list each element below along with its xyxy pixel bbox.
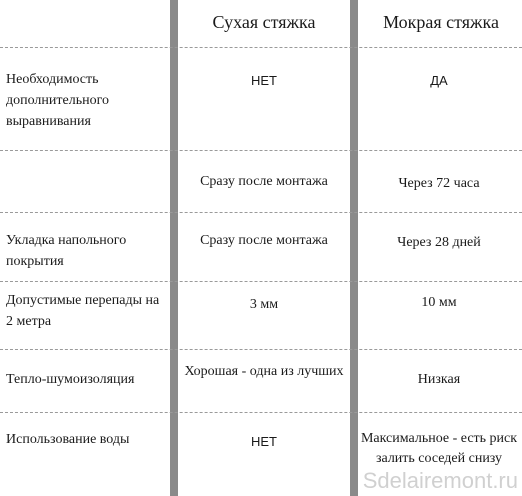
row-value-wet: Низкая <box>417 372 461 387</box>
row-divider <box>0 281 522 282</box>
row-divider <box>0 349 522 350</box>
row-divider <box>0 150 522 151</box>
row-value-dry: Хорошая - одна из лучших <box>184 364 344 379</box>
column-divider <box>350 0 358 496</box>
column-divider <box>170 0 178 496</box>
row-label: Тепло-шумоизоляция <box>6 372 135 387</box>
row-value-dry: 3 мм <box>249 297 279 312</box>
header-wet-screed: Мокрая стяжка <box>383 12 499 32</box>
row-value-wet: Через 28 дней <box>397 235 481 250</box>
watermark: Sdelairemont.ru <box>362 468 518 493</box>
row-label: Укладка напольного покрытия <box>6 233 127 269</box>
row-value-wet: Через 72 часа <box>398 176 480 191</box>
row-divider <box>0 412 522 413</box>
row-divider <box>0 212 522 213</box>
row-value-wet: Максимальное - есть риск залить соседей снизу <box>360 431 518 466</box>
row-value-dry: Сразу после монтажа <box>200 174 328 189</box>
row-label: Использование воды <box>6 432 130 447</box>
row-value-wet: ДА <box>430 73 448 88</box>
row-value-dry: НЕТ <box>251 434 277 449</box>
row-label: Необходимость дополнительного выравнивания <box>6 72 109 129</box>
row-divider <box>0 47 522 48</box>
row-label: Допустимые перепады на 2 метра <box>6 293 160 329</box>
row-value-wet: 10 мм <box>421 295 457 310</box>
row-value-dry: Сразу после монтажа <box>200 233 328 248</box>
row-value-dry: НЕТ <box>251 73 277 88</box>
header-dry-screed: Сухая стяжка <box>212 12 316 32</box>
